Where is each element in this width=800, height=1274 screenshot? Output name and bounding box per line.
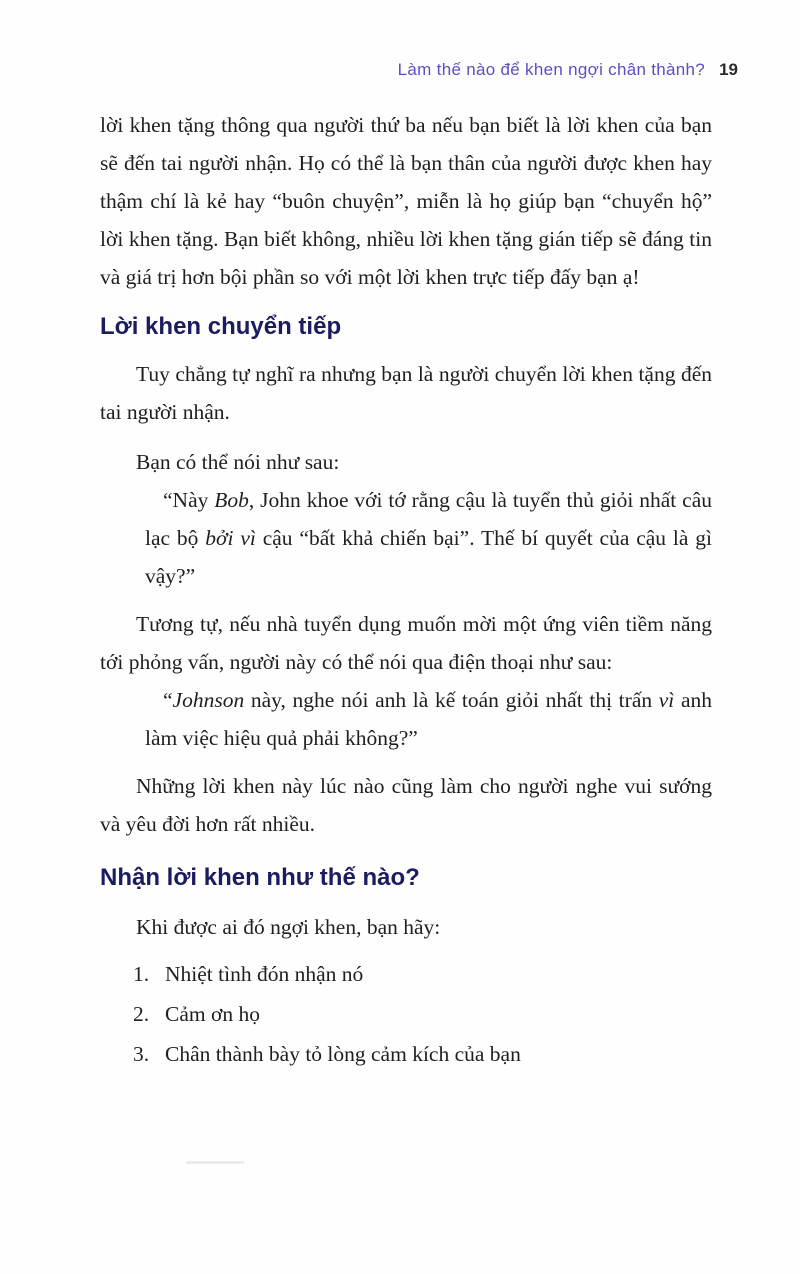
list-item-text: Nhiệt tình đón nhận nó <box>165 962 364 986</box>
list-item-text: Chân thành bày tỏ lòng cảm kích của bạn <box>165 1042 521 1066</box>
list-item-text: Cảm ơn họ <box>165 1002 260 1026</box>
page-number: 19 <box>719 60 738 79</box>
block-quote-bob: “Này Bob, John khoe với tớ rằng cậu là tuyển thủ giỏi nhất câu lạc bộ bởi vì cậu “bất khả chiến bại”. Thế bí quyết của cậu là gì vậy?” <box>145 488 713 588</box>
running-header <box>100 60 738 80</box>
list-item-number: 3. <box>133 1042 150 1066</box>
list-item <box>100 994 712 1034</box>
list-item <box>100 1034 712 1074</box>
running-title: Làm thế nào để khen ngợi chân thành? <box>397 60 706 79</box>
section-heading-forwarded-compliments: Lời khen chuyển tiếp <box>100 313 342 340</box>
scan-artifact-line <box>186 1161 244 1164</box>
list-item-number: 1. <box>133 962 150 986</box>
page-body <box>100 106 712 1074</box>
paragraph: Bạn có thể nói như sau: <box>136 450 340 474</box>
paragraph: Khi được ai đó ngợi khen, bạn hãy: <box>136 915 441 939</box>
intro-paragraph: lời khen tặng thông qua người thứ ba nếu bạn biết là lời khen của bạn sẽ đến tai người nhận. Họ có thể là bạn thân của người được khen hay thậm chí là kẻ hay “buôn chuyện”, miễn là họ giúp bạn “chuyển hộ” lời khen tặng. Bạn biết không, nhiều lời khen tặng gián tiếp sẽ đáng tin và giá trị hơn bội phần so với một lời khen trực tiếp đấy bạn ạ! <box>100 113 712 289</box>
list-item <box>100 954 712 994</box>
list-item-number: 2. <box>133 1002 150 1026</box>
numbered-list <box>100 954 712 1074</box>
section-heading-receiving-compliments: Nhận lời khen như thế nào? <box>100 864 420 891</box>
paragraph: Những lời khen này lúc nào cũng làm cho người nghe vui sướng và yêu đời hơn rất nhiều. <box>100 774 712 836</box>
block-quote-johnson: “Johnson này, nghe nói anh là kế toán giỏi nhất thị trấn vì anh làm việc hiệu quả phải không?” <box>145 688 712 750</box>
paragraph: Tuy chẳng tự nghĩ ra nhưng bạn là người chuyển lời khen tặng đến tai người nhận. <box>100 362 712 424</box>
paragraph: Tương tự, nếu nhà tuyển dụng muốn mời một ứng viên tiềm năng tới phỏng vấn, người này có thể nói qua điện thoại như sau: <box>100 612 712 674</box>
